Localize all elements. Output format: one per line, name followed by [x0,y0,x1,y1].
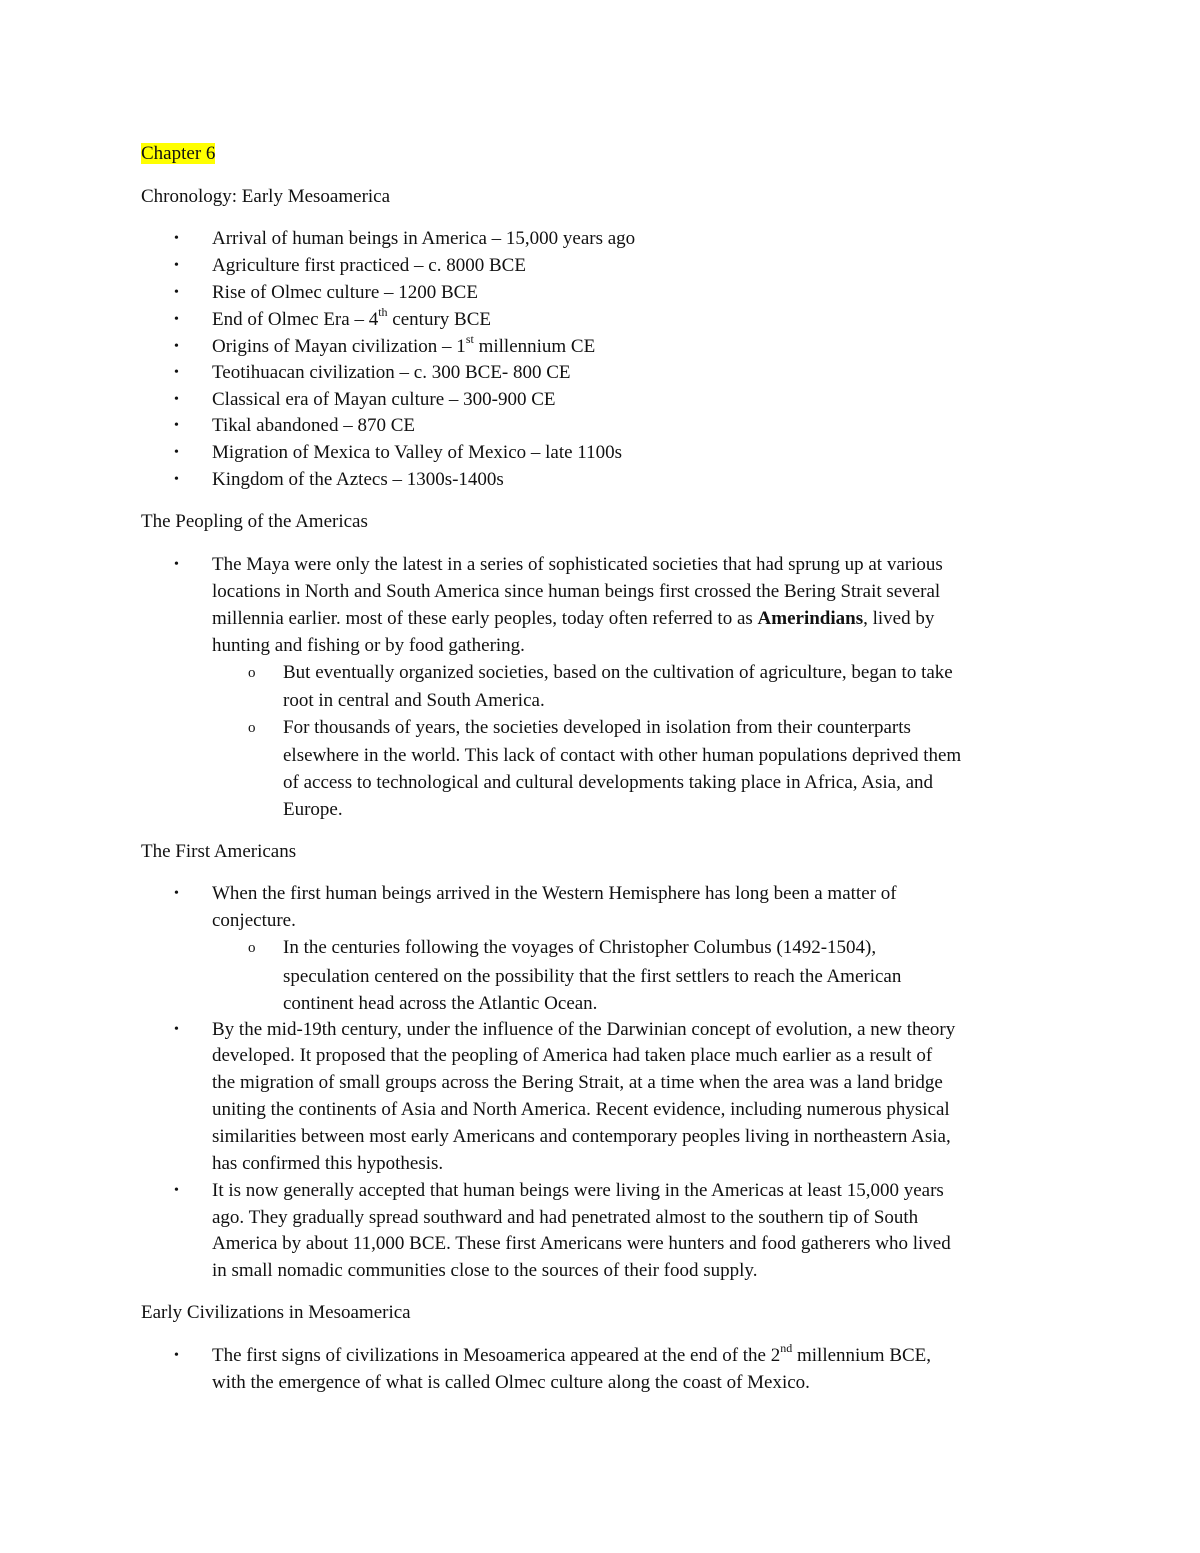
bullet-icon: • [174,1348,179,1363]
bullet-icon: • [174,312,179,327]
section-heading: The Peopling of the Americas [141,511,368,532]
sub-bullet-icon: o [248,940,256,956]
paragraph-line: in small nomadic communities close to the sources of their food supply. [212,1260,758,1281]
paragraph-line: When the first human beings arrived in the Western Hemisphere has long been a matter of [212,883,897,904]
paragraph-line: root in central and South America. [283,690,545,711]
ordinal-suffix: st [465,331,474,346]
item-text: century BCE [387,309,491,330]
paragraph-line: has confirmed this hypothesis. [212,1153,444,1174]
paragraph-line: with the emergence of what is called Olmec culture along the coast of Mexico. [212,1372,810,1393]
chapter-title-highlight: Chapter 6 [141,143,216,164]
paragraph-line: America by about 11,000 BCE. These first Americans were hunters and food gatherers who lived [212,1233,951,1254]
bullet-icon: • [174,339,179,354]
paragraph-line: The Maya were only the latest in a series of sophisticated societies that had sprung up at various [212,554,943,575]
bullet-icon: • [174,365,179,380]
paragraph-line: But eventually organized societies, based on the cultivation of agriculture, began to take [283,662,953,683]
bullet-icon: • [174,1022,179,1037]
paragraph-line: ago. They gradually spread southward and had penetrated almost to the southern tip of South [212,1207,919,1228]
item-text: millennium CE [473,336,596,357]
chronology-item: Arrival of human beings in America – 15,000 years ago [212,228,636,249]
chronology-heading: Chronology: Early Mesoamerica [141,186,391,207]
chronology-item: Classical era of Mayan culture – 300-900 CE [212,389,556,410]
bullet-icon: • [174,231,179,246]
paragraph-line: conjecture. [212,910,296,931]
paragraph-text: millennia earlier. most of these early peoples, today often referred to as [212,608,758,629]
chronology-item [212,304,491,332]
paragraph-line [212,607,934,631]
paragraph-line [212,1340,932,1368]
bullet-icon: • [174,1183,179,1198]
paragraph-line: similarities between most early Americans and contemporary peoples living in northeastern Asia, [212,1126,951,1147]
paragraph-line: the migration of small groups across the Bering Strait, at a time when the area was a land bridge [212,1072,943,1093]
paragraph-line: Europe. [283,799,343,820]
paragraph-line: speculation centered on the possibility that the first settlers to reach the American [283,966,902,987]
bullet-icon: • [174,886,179,901]
paragraph-line: hunting and fishing or by food gathering. [212,635,525,656]
ordinal-suffix: nd [780,1340,793,1355]
paragraph-line: It is now generally accepted that human beings were living in the Americas at least 15,000 years [212,1180,944,1201]
section-heading: Early Civilizations in Mesoamerica [141,1302,411,1323]
sub-bullet-icon: o [248,665,256,681]
paragraph-text: , lived by [863,608,935,629]
paragraph-line: developed. It proposed that the peopling of America had taken place much earlier as a result of [212,1045,933,1066]
paragraph-line: For thousands of years, the societies developed in isolation from their counterparts [283,717,911,738]
paragraph-line: In the centuries following the voyages of Christopher Columbus (1492-1504), [283,937,877,958]
chronology-item [212,331,596,359]
bullet-icon: • [174,418,179,433]
chapter-title [141,142,215,166]
bold-term: Amerindians [757,608,864,629]
paragraph-line: By the mid-19th century, under the influence of the Darwinian concept of evolution, a new theory [212,1019,956,1040]
paragraph-text: millennium BCE, [792,1345,932,1366]
item-text: Origins of Mayan civilization – 1 [212,336,466,357]
paragraph-line: uniting the continents of Asia and North America. Recent evidence, including numerous physical [212,1099,950,1120]
chronology-item: Rise of Olmec culture – 1200 BCE [212,282,478,303]
paragraph-text: The first signs of civilizations in Mesoamerica appeared at the end of the 2 [212,1345,781,1366]
bullet-icon: • [174,472,179,487]
paragraph-line: elsewhere in the world. This lack of contact with other human populations deprived them [283,745,962,766]
chronology-item: Teotihuacan civilization – c. 300 BCE- 800 CE [212,362,571,383]
sub-bullet-icon: o [248,720,256,736]
bullet-icon: • [174,557,179,572]
chronology-item: Agriculture first practiced – c. 8000 BCE [212,255,526,276]
bullet-icon: • [174,258,179,273]
paragraph-line: continent head across the Atlantic Ocean. [283,993,598,1014]
paragraph-line: of access to technological and cultural developments taking place in Africa, Asia, and [283,772,933,793]
chronology-item: Migration of Mexica to Valley of Mexico – late 1100s [212,442,622,463]
bullet-icon: • [174,392,179,407]
bullet-icon: • [174,285,179,300]
chronology-item: Tikal abandoned – 870 CE [212,415,416,436]
ordinal-suffix: th [378,304,388,319]
item-text: End of Olmec Era – 4 [212,309,379,330]
bullet-icon: • [174,445,179,460]
section-heading: The First Americans [141,841,297,862]
paragraph-line: locations in North and South America since human beings first crossed the Bering Strait several [212,581,941,602]
chronology-item: Kingdom of the Aztecs – 1300s-1400s [212,469,504,490]
